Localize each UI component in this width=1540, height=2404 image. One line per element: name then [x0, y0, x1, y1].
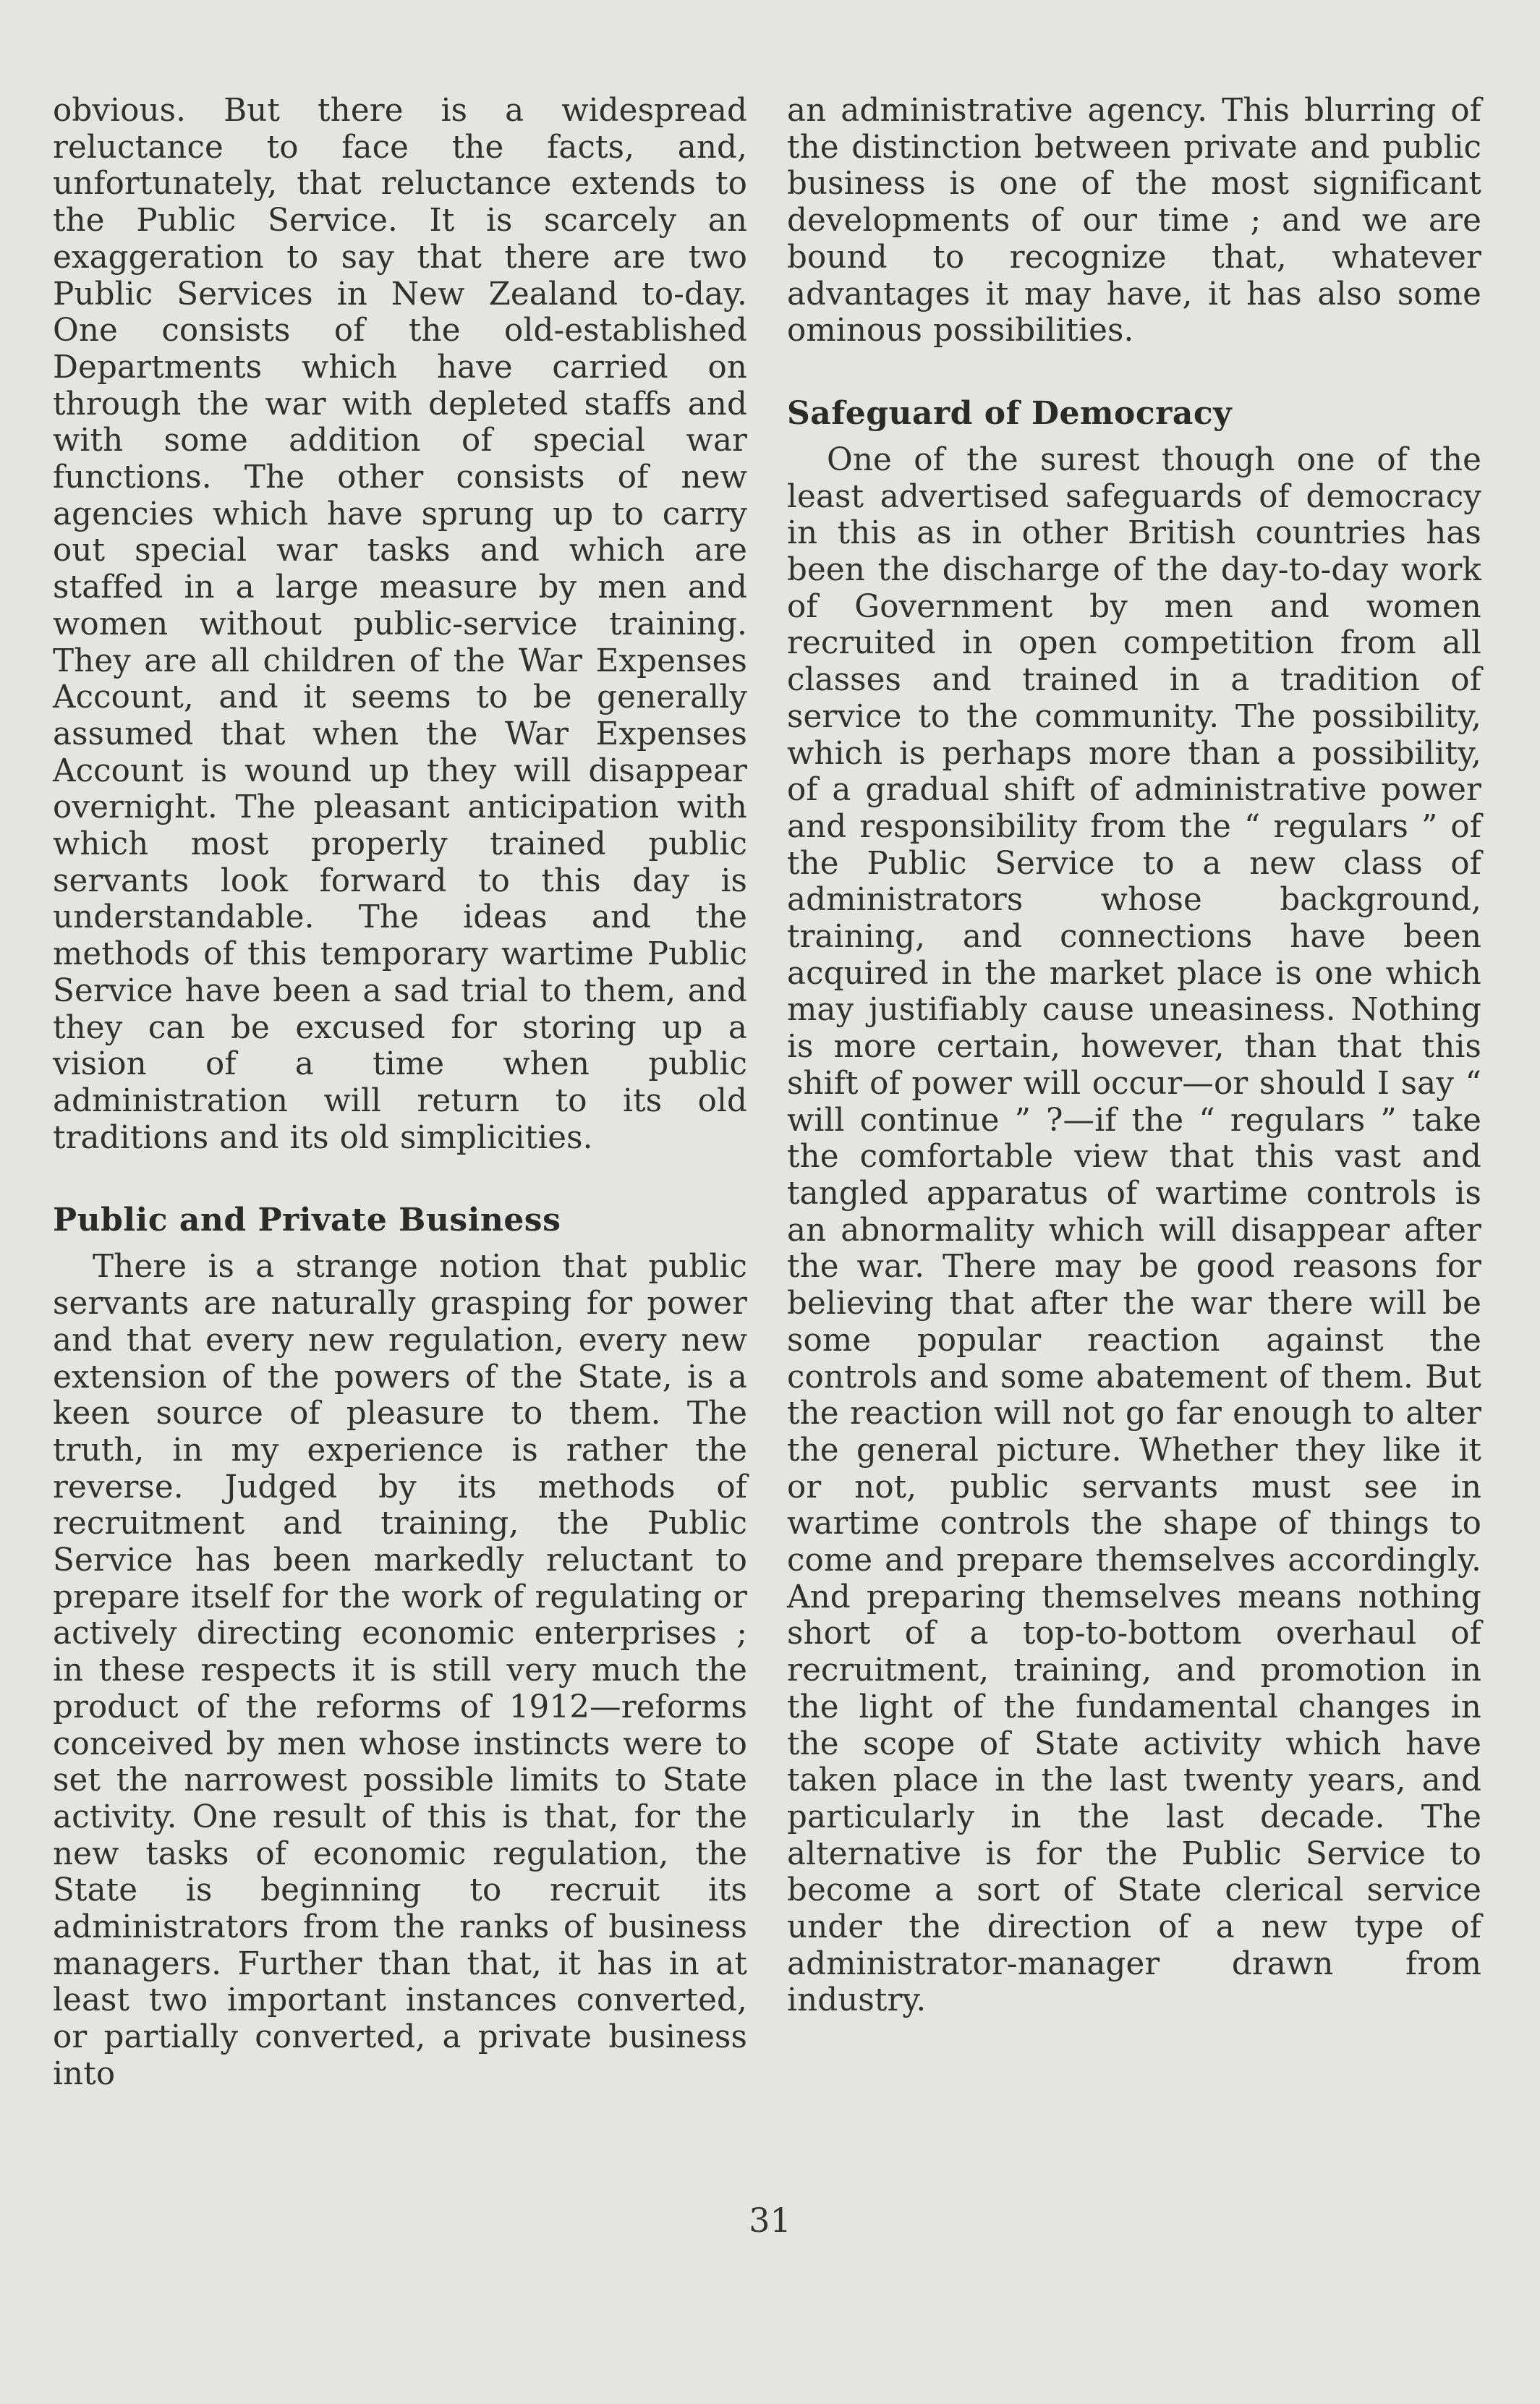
page-number: 31 [749, 2201, 791, 2240]
right-column [787, 93, 1481, 2019]
left-paragraph-1: obvious. But there is a widespread reluctance to face the facts, and, unfortunately, that reluctance extends to the Public Service. It is scarcely an exaggeration to say that there are two Public Services in New Zealand to-day. One consists of the old-established Departments which have carried on through the war with depleted staffs and with some addition of special war functions. The other consists of new agencies which have sprung up to carry out special war tasks and which are staffed in a large measure by men and women without public-service training. They are all children of the War Expenses Account, and it seems to be generally assumed that when the War Expenses Account is wound up they will disappear overnight. The pleasant anticipation with which most properly trained public servants look forward to this day is understandable. The ideas and the methods of this temporary wartime Public Service have been a sad trial to them, and they can be excused for storing up a vision of a time when public administration will return to its old traditions and its old simplicities. [53, 93, 747, 1156]
section-heading-public-private-business: Public and Private Business [53, 1202, 561, 1239]
right-paragraph-1: an administrative agency. This blurring of the distinction between private and public business is one of the most significant developments of our time ; and we are bound to recognize that, whatever advantages it may have, it has also some ominous possibilities. [787, 93, 1481, 349]
left-column [53, 93, 747, 2093]
section-heading-safeguard-of-democracy: Safeguard of Democracy [787, 394, 1233, 432]
right-paragraph-2: One of the surest though one of the least advertised safeguards of democracy in this as in other British countries has been the discharge of the day-to-day work of Government by men and women recruited in open competition from all classes and trained in a tradition of service to the community. The possibility, which is perhaps more than a possibility, of a gradual shift of administrative power and responsibility from the “ regulars ” of the Public Service to a new class of administrators whose background, training, and connections have been acquired in the market place is one which may justifiably cause uneasiness. Nothing is more certain, however, than that this shift of power will occur—or should I say “ will continue ” ?—if the “ regulars ” take the comfortable view that this vast and tangled apparatus of wartime controls is an abnormality which will disappear after the war. There may be good reasons for believing that after the war there will be some popular reaction against the controls and some abatement of them. But the reaction will not go far enough to alter the general picture. Whether they like it or not, public servants must see in wartime controls the shape of things to come and prepare themselves accordingly. And preparing themselves means nothing short of a top-to-bottom overhaul of recruitment, training, and promotion in the light of the fundamental changes in the scope of State activity which have taken place in the last twenty years, and particularly in the last decade. The alternative is for the Public Service to become a sort of State clerical service under the direction of a new type of administrator-manager drawn from industry. [787, 441, 1481, 2019]
left-paragraph-2: There is a strange notion that public servants are naturally grasping for power and that every new regulation, every new extension of the powers of the State, is a keen source of pleasure to them. The truth, in my experience is rather the reverse. Judged by its methods of recruitment and training, the Public Service has been markedly reluctant to prepare itself for the work of regulating or actively directing economic enterprises ; in these respects it is still very much the product of the reforms of 1912—reforms conceived by men whose instincts were to set the narrowest possible limits to State activity. One result of this is that, for the new tasks of economic regulation, the State is beginning to recruit its administrators from the ranks of business managers. Further than that, it has in at least two important instances converted, or partially converted, a private business into [53, 1249, 747, 2092]
